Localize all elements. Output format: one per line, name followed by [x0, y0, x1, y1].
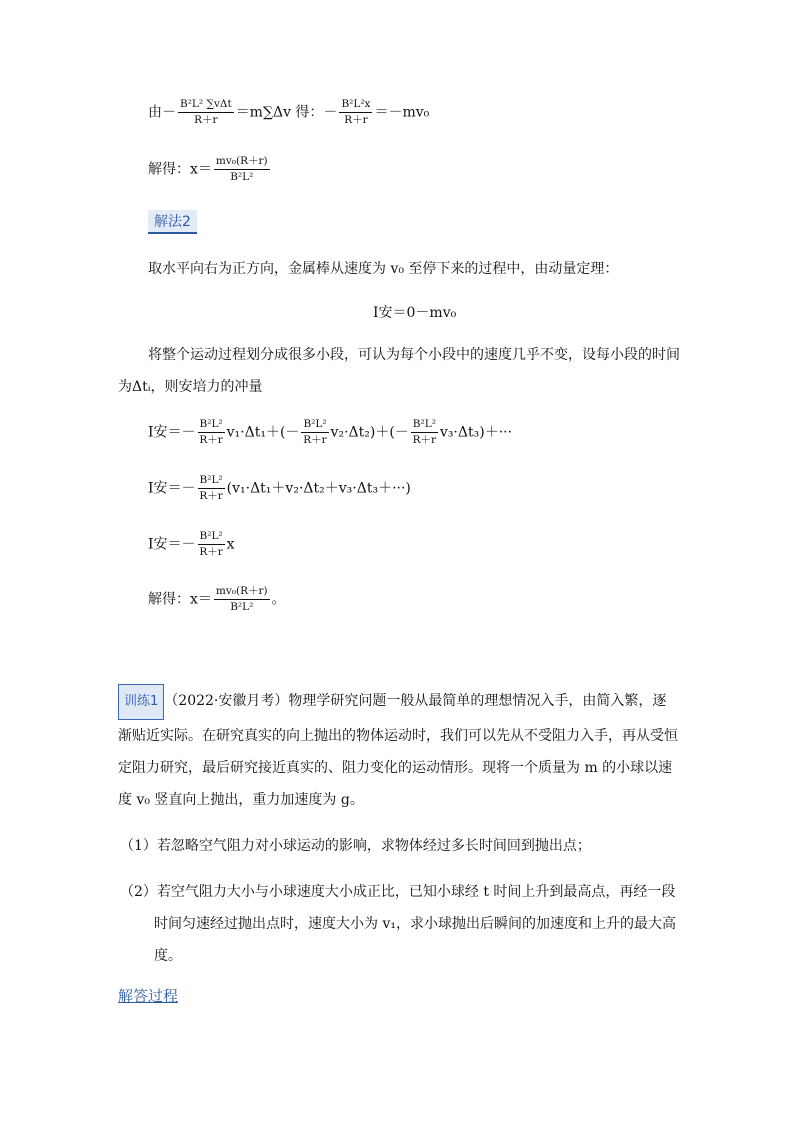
- fraction: $\frac{\text{mv₀(R＋r)}}{\text{B²L²}}$: [215, 155, 268, 183]
- exercise-line-1: 训练1 （2022·安徽月考）物理学研究问题一般从最简单的理想情况入手，由简入繁，逐: [118, 684, 678, 720]
- fraction: $\frac{\text{mv₀(R＋r)}}{\text{B²L²}}$: [215, 585, 268, 613]
- eq-mid: ＝m∑Δv 得：－: [235, 104, 338, 121]
- exercise-badge: 训练1: [118, 684, 164, 720]
- solution-2: 解得：x＝ $\frac{\text{mv₀(R＋r)}}{\text{B²L²}}$ 。: [148, 585, 286, 613]
- question-2: （2）若空气阻力大小与小球速度大小成正比，已知小球经 t 时间上升到最高点，再经一段 时间匀速经过抛出点时，速度大小为 v₁，求小球抛出后瞬间的加速度和上升的最大高 度。: [120, 884, 676, 964]
- momentum-sum-equation: [148, 98, 429, 127]
- method-2-intro: 取水平向右为正方向，金属棒从速度为 v₀ 至停下来的过程中，由动量定理：: [148, 261, 619, 277]
- eq-end: ＝－mv₀: [374, 104, 430, 121]
- impulse-equation: I安＝0－mv₀: [373, 305, 457, 321]
- fraction: $\frac{\text{B²L²x}}{R+r}$: [341, 98, 371, 126]
- eq-prefix: 由－: [148, 104, 176, 121]
- fraction: $\frac{\text{B²L²}}{R+r}$: [412, 418, 437, 446]
- exercise-line-3: 定阻力研究，最后研究接近真实的、阻力变化的运动情形。现将一个质量为 m 的小球以速: [118, 760, 673, 776]
- paragraph-line: 将整个运动过程划分成很多小段，可认为每个小段中的速度几乎不变，设每小段的时间: [148, 347, 680, 363]
- exercise-line-4: 度 v₀ 竖直向上抛出，重力加速度为 g。: [118, 792, 364, 808]
- impulse-factored-equation: I安＝－ $\frac{\text{B²L²}}{R+r}$ (v₁·Δt₁＋v₂·Δt₂＋v₃·Δt₃＋···): [148, 474, 411, 502]
- exercise-line-2: 渐贴近实际。在研究真实的向上抛出的物体运动时，我们可以先从不受阻力入手，再从受恒: [118, 728, 678, 744]
- fraction: $\frac{\text{B²L²}}{R+r}$: [303, 418, 327, 446]
- solution-1: 解得：x＝ $\frac{\text{mv₀(R＋r)}}{\text{B²L²}}$: [148, 155, 268, 183]
- method-2-badge: 解法2: [148, 210, 197, 234]
- fraction: $\frac{\text{B²L²}}{R+r}$: [199, 418, 223, 446]
- question-1: （1）若忽略空气阻力对小球运动的影响，求物体经过多长时间回到抛出点；: [120, 838, 591, 854]
- exercise-source: （2022·安徽月考）: [164, 693, 289, 709]
- fraction: $\frac{\text{B²L² ∑vΔt}}{R+r}$: [180, 98, 232, 126]
- exercise-paragraph: [118, 684, 678, 816]
- fraction: $\frac{\text{B²L²}}{R+r}$: [199, 474, 223, 502]
- fraction: $\frac{\text{B²L²}}{R+r}$: [199, 530, 223, 558]
- impulse-sum-equation: I安＝－ $\frac{\text{B²L²}}{R+r}$ v₁·Δt₁＋(－ $\frac{\text{B²L²}}{R+r}$ v₂·Δt₂)＋(－ $\frac{\text{B²L²}}{R+r}$ v₃·Δt₃)＋···: [148, 418, 513, 446]
- paragraph-line: 为Δtᵢ，则安培力的冲量: [118, 379, 263, 395]
- answer-heading[interactable]: 解答过程: [118, 987, 179, 1005]
- impulse-x-equation: I安＝－ $\frac{\text{B²L²}}{R+r}$ x: [148, 530, 235, 558]
